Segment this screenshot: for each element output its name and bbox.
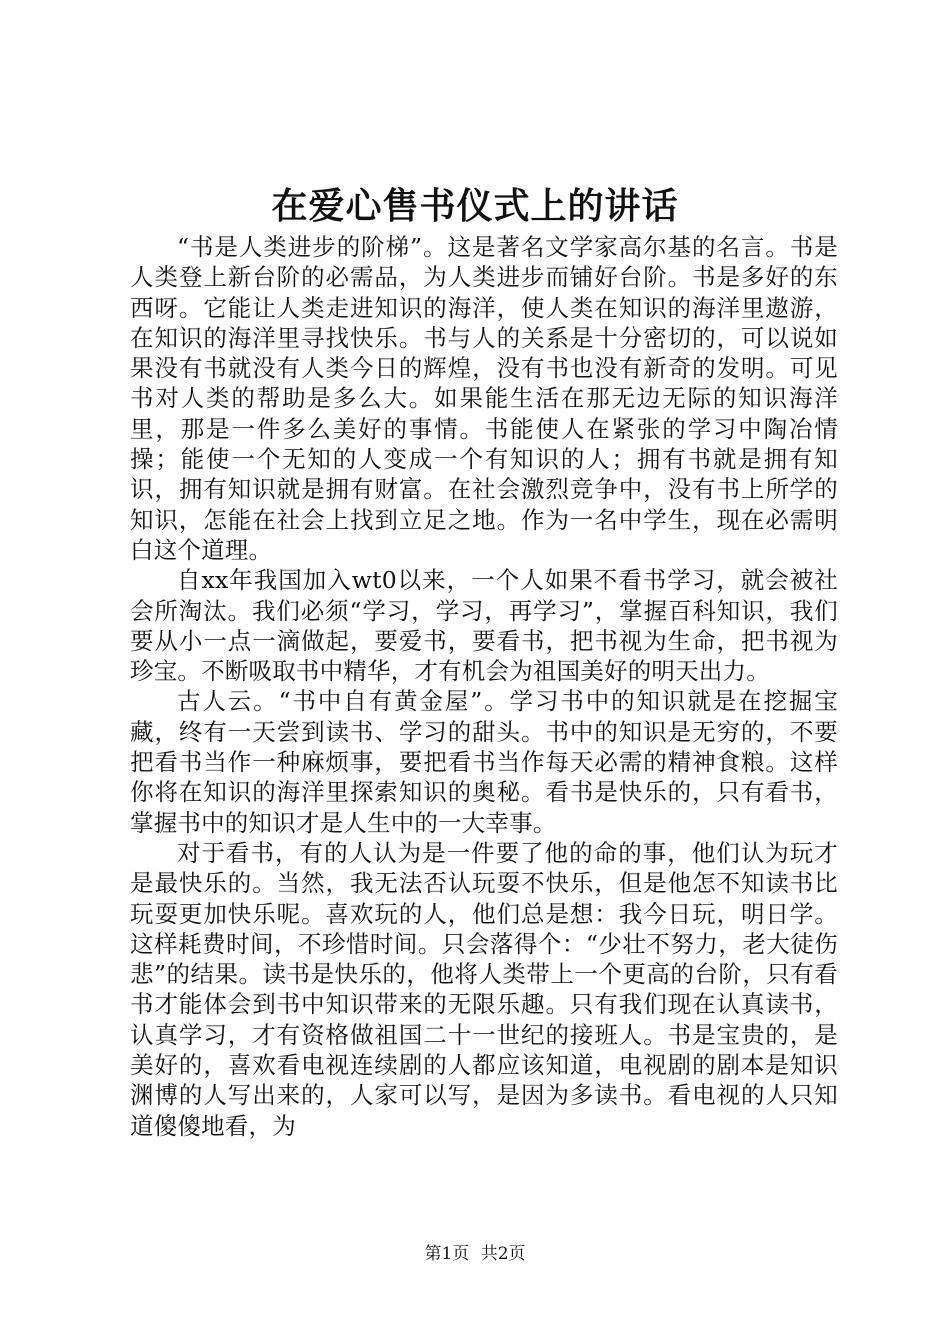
document-title: 在爱心售书仪式上的讲话 [271,185,679,227]
page-number: 第1页 [424,1244,470,1264]
paragraph-1: “书是人类进步的阶梯”。这是著名文学家高尔基的名言。书是人类登上新台阶的必需品，为人类进步而铺好台阶。书是多好的东西呀。它能让人类走进知识的海洋，使人类在知识的海洋里遨游，在知识的海洋里寻找快乐。书与人的关系是十分密切的，可以说如果没有书就没有人类今日的辉煌，没有书也没有新奇的发明。可见书对人类的帮助是多么大。如果能生活在那无边无际的知识海洋里，那是一件多么美好的事情。书能使人在紧张的学习中陶冶情操；能使一个无知的人变成一个有知识的人；拥有书就是拥有知识，拥有知识就是拥有财富。在社会激烈竞争中，没有书上所学的知识，怎能在社会上找到立足之地。作为一名中学生，现在必需明白这个道理。 [130,233,838,564]
document-body [130,232,838,1141]
paragraph-2: 自xx年我国加入wt0以来，一个人如果不看书学习，就会被社会所淘汰。我们必须“学习，学习，再学习”，掌握百科知识，我们要从小一点一滴做起，要爱书，要看书，把书视为生命，把书视为珍宝。不断吸取书中精华，才有机会为祖国美好的明天出力。 [130,566,838,686]
page-total: 共2页 [480,1244,526,1264]
page-footer [0,1242,950,1266]
paragraph-3: 古人云。“书中自有黄金屋”。学习书中的知识就是在挖掘宝藏，终有一天尝到读书、学习的甜头。书中的知识是无穷的，不要把看书当作一种麻烦事，要把看书当作每天必需的精神食粮。这样你将在知识的海洋里探索知识的奥秘。看书是快乐的，只有看书，掌握书中的知识才是人生中的一大幸事。 [130,687,838,837]
paragraph-4: 对于看书，有的人认为是一件要了他的命的事，他们认为玩才是最快乐的。当然，我无法否认玩耍不快乐，但是他怎不知读书比玩耍更加快乐呢。喜欢玩的人，他们总是想：我今日玩，明日学。这样耗费时间，不珍惜时间。只会落得个：“少壮不努力，老大徒伤悲”的结果。读书是快乐的，他将人类带上一个更高的台阶，只有看书才能体会到书中知识带来的无限乐趣。只有我们现在认真读书，认真学习，才有资格做祖国二十一世纪的接班人。书是宝贵的，是美好的，喜欢看电视连续剧的人都应该知道，电视剧的剧本是知识渊博的人写出来的，人家可以写，是因为多读书。看电视的人只知道傻傻地看，为 [130,838,838,1140]
